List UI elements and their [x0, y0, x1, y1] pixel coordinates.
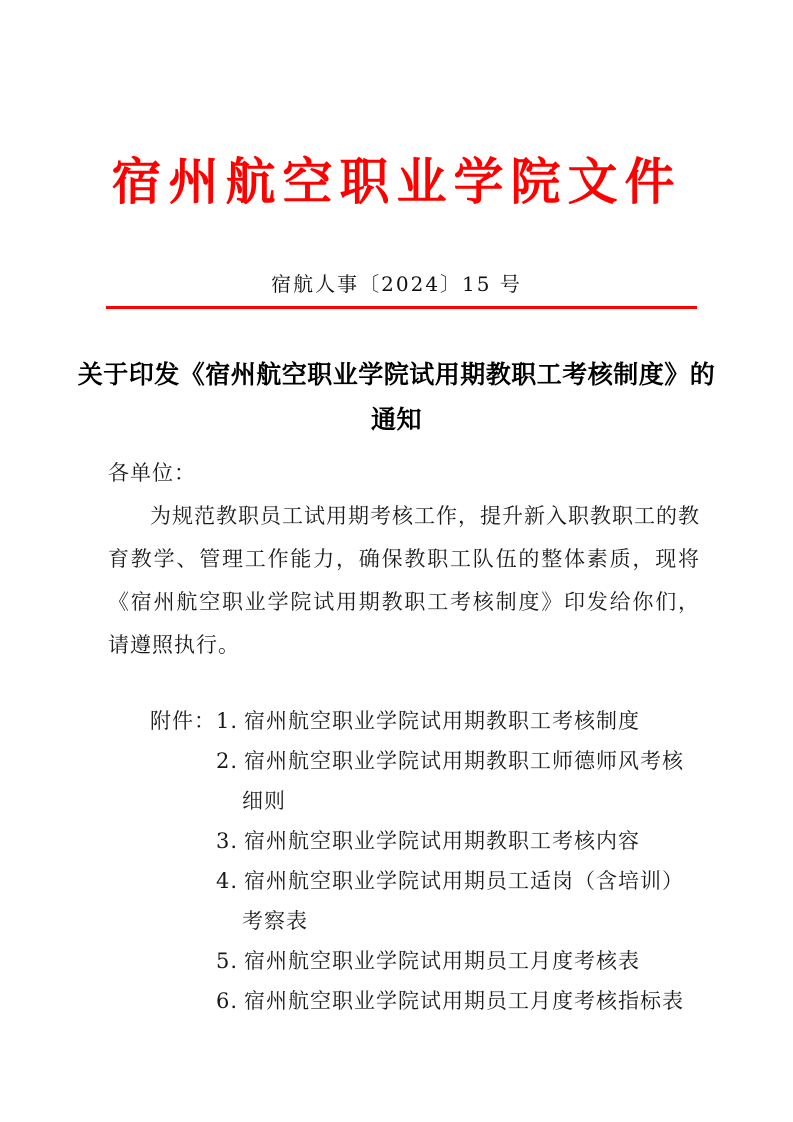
attachments-label: 附件： — [150, 709, 216, 733]
attachment-item — [216, 981, 700, 1021]
document-number: 宿航人事〔2024〕15 号 — [271, 272, 522, 296]
attachment-item-text: 宿州航空职业学院试用期教职工考核制度 — [244, 709, 641, 733]
attachment-item-text: 宿州航空职业学院试用期教职工考核内容 — [244, 829, 641, 853]
attachment-item — [216, 861, 700, 941]
attachment-item — [216, 821, 700, 861]
attachment-item-number: 6. — [216, 989, 239, 1013]
attachment-item — [216, 941, 700, 981]
notice-title-line2: 通知 — [370, 405, 422, 434]
attachment-item-number: 5. — [216, 949, 239, 973]
org-masthead-title: 宿州航空职业学院文件 — [111, 152, 682, 211]
attachment-item-number: 2. — [216, 749, 239, 773]
attachments-list — [216, 701, 700, 1021]
attachment-item-text: 宿州航空职业学院试用期员工适岗（含培训）考察表 — [242, 869, 685, 933]
attachment-item — [216, 741, 700, 821]
attachment-item-number: 3. — [216, 829, 239, 853]
attachment-item-text: 宿州航空职业学院试用期员工月度考核表 — [244, 949, 641, 973]
red-separator-line — [106, 306, 697, 309]
document-body — [108, 452, 700, 1021]
attachment-item — [216, 701, 700, 741]
attachment-item-text: 宿州航空职业学院试用期员工月度考核指标表 — [244, 989, 685, 1013]
attachment-item-number: 1. — [216, 709, 239, 733]
notice-title-line1: 关于印发《宿州航空职业学院试用期教职工考核制度》的 — [77, 360, 716, 389]
notice-title — [60, 352, 733, 442]
body-paragraph: 为规范教职员工试用期考核工作，提升新入职教职工的教育教学、管理工作能力，确保教职工队伍的整体素质，现将《宿州航空职业学院试用期教职工考核制度》印发给你们，请遵照执行。 — [108, 504, 700, 657]
salutation: 各单位： — [108, 461, 196, 485]
attachment-item-text: 宿州航空职业学院试用期教职工师德师风考核细则 — [242, 749, 685, 813]
attachments-section — [150, 701, 700, 1021]
attachment-item-number: 4. — [216, 869, 239, 893]
